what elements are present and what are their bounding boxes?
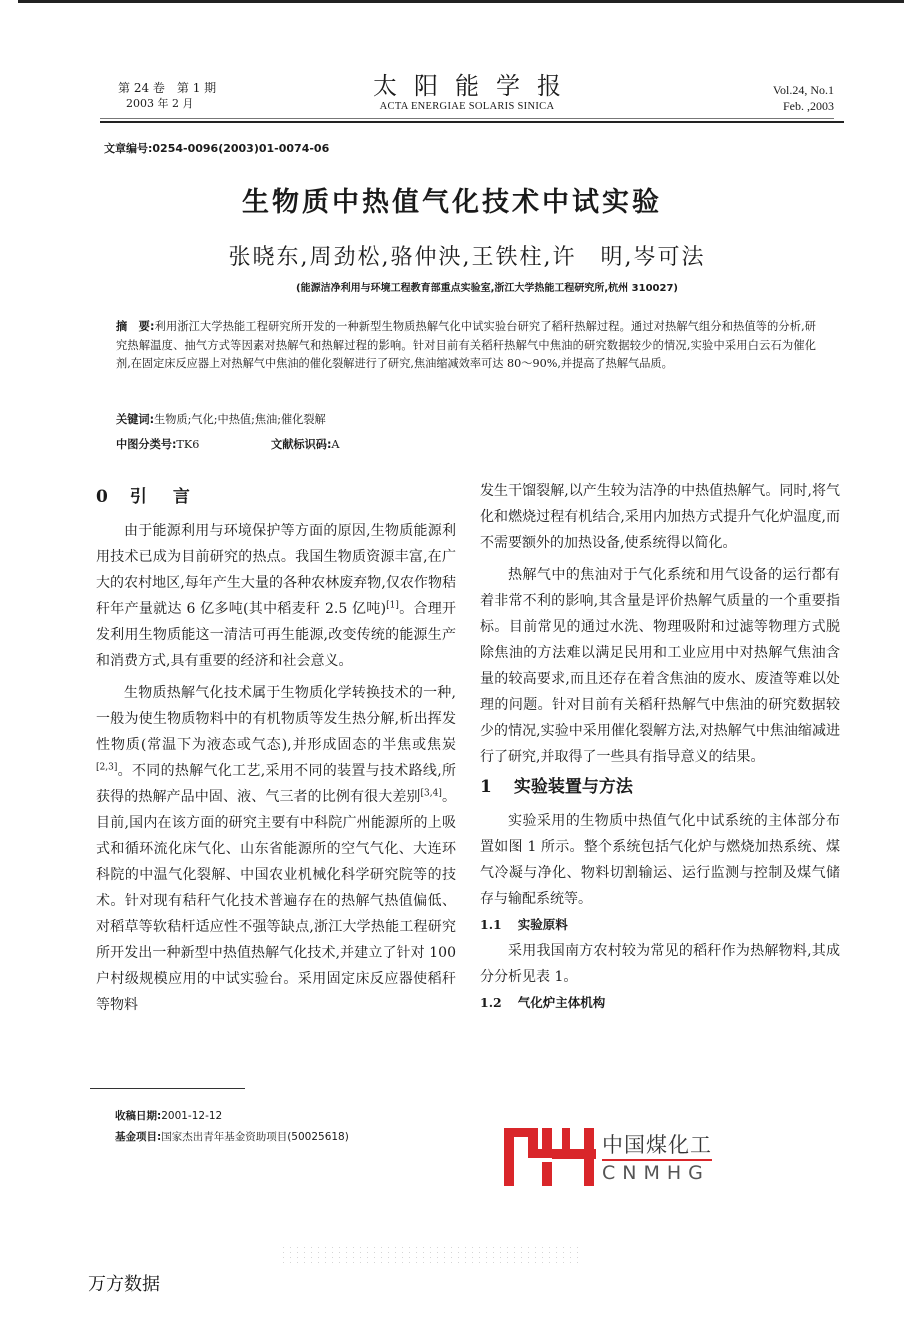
subsection-number: 1.2 bbox=[480, 995, 502, 1010]
cnmhg-logo bbox=[504, 1128, 714, 1188]
received-value: 2001-12-12 bbox=[161, 1110, 223, 1122]
fund-value: 国家杰出青年基金资助项目(50025618) bbox=[161, 1131, 349, 1143]
paragraph: 热解气中的焦油对于气化系统和用气设备的运行都有着非常不利的影响,其含量是评价热解气质量的一个重要指标。目前常见的通过水洗、物理吸附和过滤等物理方式脱除焦油的方法难以满足民用和工业应用中对热解气焦油含量的较高要求,而且还存在着含焦油的废水、废渣等难以处理的问题。针对目前有关稻秆热解气中焦油的研究数据较少的情况,实验中采用催化裂解方法,对热解气中焦油缩减进行了研究,并取得了一些具有指导意义的结果。 bbox=[480, 567, 840, 765]
header-right bbox=[773, 82, 834, 114]
paragraph: 采用我国南方农村较为常见的稻秆作为热解物料,其成分分析见表 1。 bbox=[480, 943, 840, 985]
clc-value: TK6 bbox=[176, 438, 200, 451]
authors: 张晓东,周劲松,骆仲泱,王铁柱,许 明,岑可法 bbox=[228, 245, 706, 270]
journal-name-en: ACTA ENERGIAE SOLARIS SINICA bbox=[379, 101, 555, 112]
logo-underline bbox=[602, 1159, 712, 1161]
doc-code-value: A bbox=[331, 438, 340, 451]
abstract-text: 利用浙江大学热能工程研究所开发的一种新型生物质热解气化中试实验台研究了稻秆热解过程。通过对热解气组分和热值等的分析,研究热解温度、抽气方式等因素对热解气和热解过程的影响。针对目前有关稻秆热解气中焦油的研究数据较少的情况,实验中采用白云石为催化剂,在固定床反应器上对热解气中焦油的催化裂解进行了研究,焦油缩减效率可达 80～90%,并提高了热解气品质。 bbox=[116, 320, 816, 370]
paragraph-text: 。合理开发利用生物质能这一清洁可再生能源,改变传统的能源生产和消费方式,具有重要的经济和社会意义。 bbox=[96, 601, 457, 669]
keywords-label: 关键词: bbox=[116, 413, 155, 426]
footnote-received bbox=[115, 1108, 222, 1123]
section-heading-1 bbox=[480, 774, 840, 800]
scan-noise bbox=[280, 1245, 580, 1265]
subsection-title: 气化炉主体机构 bbox=[517, 995, 606, 1010]
page-top-border bbox=[18, 0, 904, 3]
keywords-text: 生物质;气化;中热值;焦油;催化裂解 bbox=[154, 413, 326, 426]
clc-label: 中图分类号: bbox=[116, 438, 177, 451]
journal-header bbox=[100, 72, 834, 116]
classification-line bbox=[116, 436, 340, 452]
abstract bbox=[116, 318, 816, 374]
section-title-b: 言 bbox=[172, 487, 190, 507]
mh-logo-icon bbox=[504, 1128, 596, 1186]
doc-code-label: 文献标识码: bbox=[271, 438, 332, 451]
article-number: 文章编号:0254-0096(2003)01-0074-06 bbox=[104, 142, 330, 155]
paragraph bbox=[96, 680, 456, 1018]
section-heading-intro bbox=[96, 484, 456, 510]
citation: [3,4] bbox=[420, 788, 442, 799]
citation: [1] bbox=[386, 600, 399, 611]
paragraph-text: 生物质热解气化技术属于生物质化学转换技术的一种,一般为使生物质物料中的有机物质等发生热分解,析出挥发性物质(常温下为液态或气态),并形成固态的半焦或焦炭 bbox=[96, 685, 456, 753]
abstract-label: 摘 要: bbox=[116, 320, 155, 333]
issue-date-cn: 2003 年 2 月 bbox=[126, 97, 194, 110]
fund-label: 基金项目: bbox=[115, 1131, 162, 1143]
paragraph-text: 。目前,国内在该方面的研究主要有中科院广州能源所的上吸式和循环流化床气化、山东省能源所的空气气化、大连环科院的中温气化裂解、中国农业机械化科学研究院等的技术。针对现有秸秆气化技术普遍存在的热解气热值偏低、对稻草等软秸杆适应性不强等缺点,浙江大学热能工程研究所开发出一种新型中热值热解气化技术,并建立了针对 100 户村级规模应用的中试实验台。采用固定床反应器使稻秆等物料 bbox=[96, 789, 457, 1013]
subsection-title: 实验原料 bbox=[517, 917, 568, 932]
journal-name-cn: 太阳能学报 bbox=[373, 72, 578, 100]
paragraph bbox=[96, 518, 456, 674]
footnote-rule bbox=[90, 1088, 245, 1089]
section-number: 0 bbox=[96, 487, 108, 507]
subsection-heading-1-1 bbox=[480, 912, 840, 938]
subsection-number: 1.1 bbox=[480, 917, 502, 932]
paper-title: 生物质中热值气化技术中试实验 bbox=[242, 187, 662, 218]
logo-text-cn: 中国煤化工 bbox=[602, 1133, 712, 1157]
header-center bbox=[100, 72, 834, 114]
volume-issue: 第 24 卷 第 1 期 bbox=[118, 81, 217, 95]
paragraph: 实验采用的生物质中热值气化中试系统的主体部分布置如图 1 所示。整个系统包括气化炉与燃烧加热系统、煤气冷凝与净化、物料切割输运、运行监测与控制及煤气储存与输配系统等。 bbox=[480, 813, 840, 907]
logo-text-en: CNMHG bbox=[602, 1162, 710, 1184]
citation: [2,3] bbox=[96, 762, 118, 773]
section-number: 1 bbox=[480, 777, 492, 797]
footnote-fund bbox=[115, 1129, 349, 1144]
paragraph-continued: 发生干馏裂解,以产生较为洁净的中热值热解气。同时,将气化和燃烧过程有机结合,采用内加热方式提升气化炉温度,而不需要额外的加热设备,使系统得以简化。 bbox=[480, 483, 840, 551]
header-rule-thick bbox=[100, 121, 844, 123]
paragraph-text: 由于能源利用与环境保护等方面的原因,生物质能源利用技术已成为目前研究的热点。我国生物质资源丰富,在广大的农村地区,每年产生大量的各种农林废弃物,仅农作物秸秆年产量就达 6 亿多吨(其中稻麦秆 2.5 亿吨) bbox=[96, 523, 456, 617]
section-title-a: 引 bbox=[129, 487, 173, 507]
column-right bbox=[480, 478, 840, 1016]
watermark: 万方数据 bbox=[88, 1274, 160, 1295]
volume-en: Vol.24, No.1 bbox=[772, 83, 834, 97]
affiliation: (能源洁净利用与环境工程教育部重点实验室,浙江大学热能工程研究所,杭州 310027) bbox=[296, 283, 678, 294]
paragraph-text: 。不同的热解气化工艺,采用不同的装置与技术路线,所获得的热解产品中固、液、气三者的比例有很大差别 bbox=[96, 763, 456, 805]
header-rule-thin bbox=[100, 118, 834, 119]
received-label: 收稿日期: bbox=[115, 1110, 162, 1122]
column-left bbox=[96, 484, 456, 1018]
document-code bbox=[271, 436, 340, 452]
subsection-heading-1-2 bbox=[480, 990, 840, 1016]
issue-date-en: Feb. ,2003 bbox=[783, 99, 834, 113]
keywords bbox=[116, 411, 326, 427]
section-title: 实验装置与方法 bbox=[513, 777, 633, 797]
